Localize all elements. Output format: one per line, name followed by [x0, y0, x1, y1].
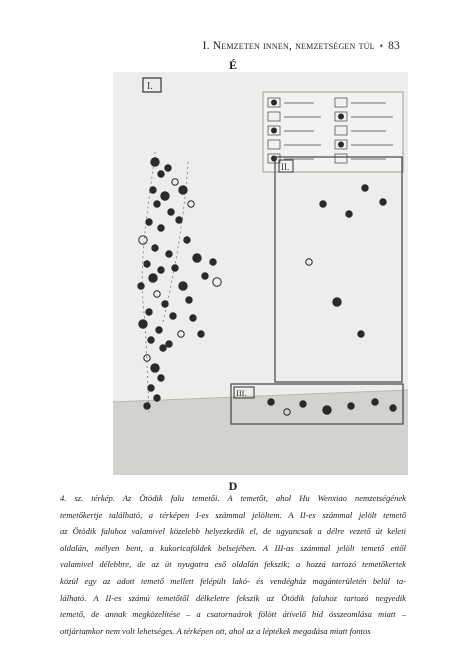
grave-marker [300, 401, 306, 407]
grave-marker [146, 219, 152, 225]
grave-marker [162, 301, 168, 307]
caption-line: ottjártamkor nem volt lehetséges. A térképen ott, ahol az a léptékek megadása miatt fontos [60, 625, 371, 636]
grave-marker [144, 403, 150, 409]
grave-marker [323, 406, 331, 414]
section-box-2 [275, 157, 402, 382]
grave-marker [170, 313, 176, 319]
grave-marker [362, 185, 368, 191]
grave-marker [348, 403, 354, 409]
grave-marker [151, 364, 159, 372]
grave-marker [144, 261, 150, 267]
grave-marker [154, 201, 160, 207]
caption-line: lálható. A II-es számú temetőtől délkeletre fekszik az Ötödik faluhoz tartozó negyedik [60, 592, 406, 603]
caption-line: oldalán, mélyen bent, a kukoricaföldek belsejében. A III-as számmal jelölt temető ettől [60, 542, 406, 553]
grave-marker [158, 225, 164, 231]
legend-symbol [271, 100, 277, 106]
grave-marker [372, 399, 378, 405]
grave-marker [148, 385, 154, 391]
grave-marker [161, 192, 169, 200]
grave-marker [151, 158, 159, 166]
caption-line: valamivel délebbre, de az út nyugatra eső oldalán fekszik; a hozzá tartozó temetőkertek [60, 559, 406, 570]
grave-marker [186, 297, 192, 303]
grave-marker [358, 331, 364, 337]
grave-marker [165, 165, 171, 171]
grave-marker [210, 259, 216, 265]
grave-marker [149, 274, 157, 282]
grave-marker [154, 291, 160, 297]
legend-symbol [338, 114, 344, 120]
grave-marker [346, 211, 352, 217]
grave-marker [158, 375, 164, 381]
caption-line: az Ötödik faluhoz valamivel közelebb helyezkedik el, de ugyancsak a délre vezető út keleti [60, 526, 406, 537]
legend-symbol [338, 142, 344, 148]
grave-marker [168, 209, 174, 215]
grave-marker [158, 171, 164, 177]
grave-marker [333, 298, 341, 306]
grave-marker [139, 320, 147, 328]
grave-marker [198, 331, 204, 337]
section-label-2: II. [281, 162, 290, 172]
grave-marker [190, 315, 196, 321]
grave-marker [158, 267, 164, 273]
hand-drawn-map [113, 72, 408, 475]
pavement-area [113, 390, 408, 475]
grave-marker [193, 254, 201, 262]
grave-marker [320, 201, 326, 207]
grave-marker [172, 265, 178, 271]
grave-marker [172, 179, 178, 185]
caption-line: 4. sz. térkép. Az Ötödik falu temetői. A temetőt, ahol Hu Wenxiao nemzetségének [60, 493, 406, 503]
section-label-1: I. [147, 81, 153, 92]
grave-marker [380, 199, 386, 205]
grave-marker [268, 399, 274, 405]
grave-marker [146, 309, 152, 315]
grave-marker [152, 245, 158, 251]
grave-marker [306, 259, 312, 265]
grave-marker [139, 236, 147, 244]
grave-marker [166, 341, 172, 347]
grave-marker [148, 337, 154, 343]
grave-marker [213, 278, 221, 286]
section-label-3: III. [236, 388, 247, 398]
north-label: É [228, 58, 237, 72]
chapter-title: I. Nemzeten innen, nemzetségen túl [202, 40, 375, 52]
grave-marker [188, 201, 194, 207]
grave-marker [150, 187, 156, 193]
grave-marker [179, 186, 187, 194]
grave-marker [202, 273, 208, 279]
grave-marker [176, 217, 182, 223]
grave-marker [179, 282, 187, 290]
grave-marker [166, 251, 172, 257]
legend-symbol [271, 128, 277, 134]
caption-line: temetőkertje található, a térképen I-es számmal jelöltem. A II-es számmal jelölt temető [60, 509, 406, 520]
legend-symbol [271, 156, 277, 162]
grave-marker [178, 331, 184, 337]
map-caption [60, 490, 406, 639]
south-label: D [228, 479, 238, 493]
page-number: 83 [388, 40, 400, 52]
grave-marker [184, 237, 190, 243]
cemetery-map [113, 72, 408, 475]
separator-bullet: • [379, 41, 384, 51]
grave-marker [390, 405, 396, 411]
grave-marker [160, 345, 166, 351]
grave-marker [154, 395, 160, 401]
running-head [203, 40, 400, 52]
grave-marker [156, 327, 162, 333]
caption-line: közül egy az adott temető mellett felépült lakó- és vendégház magánterületén belül ta- [60, 575, 406, 586]
grave-markers [138, 158, 396, 415]
caption-line: temető, de annak megközelítése – a csatornaárok fölött átívelő híd összeomlása miatt – [60, 609, 406, 620]
grave-marker [138, 283, 144, 289]
